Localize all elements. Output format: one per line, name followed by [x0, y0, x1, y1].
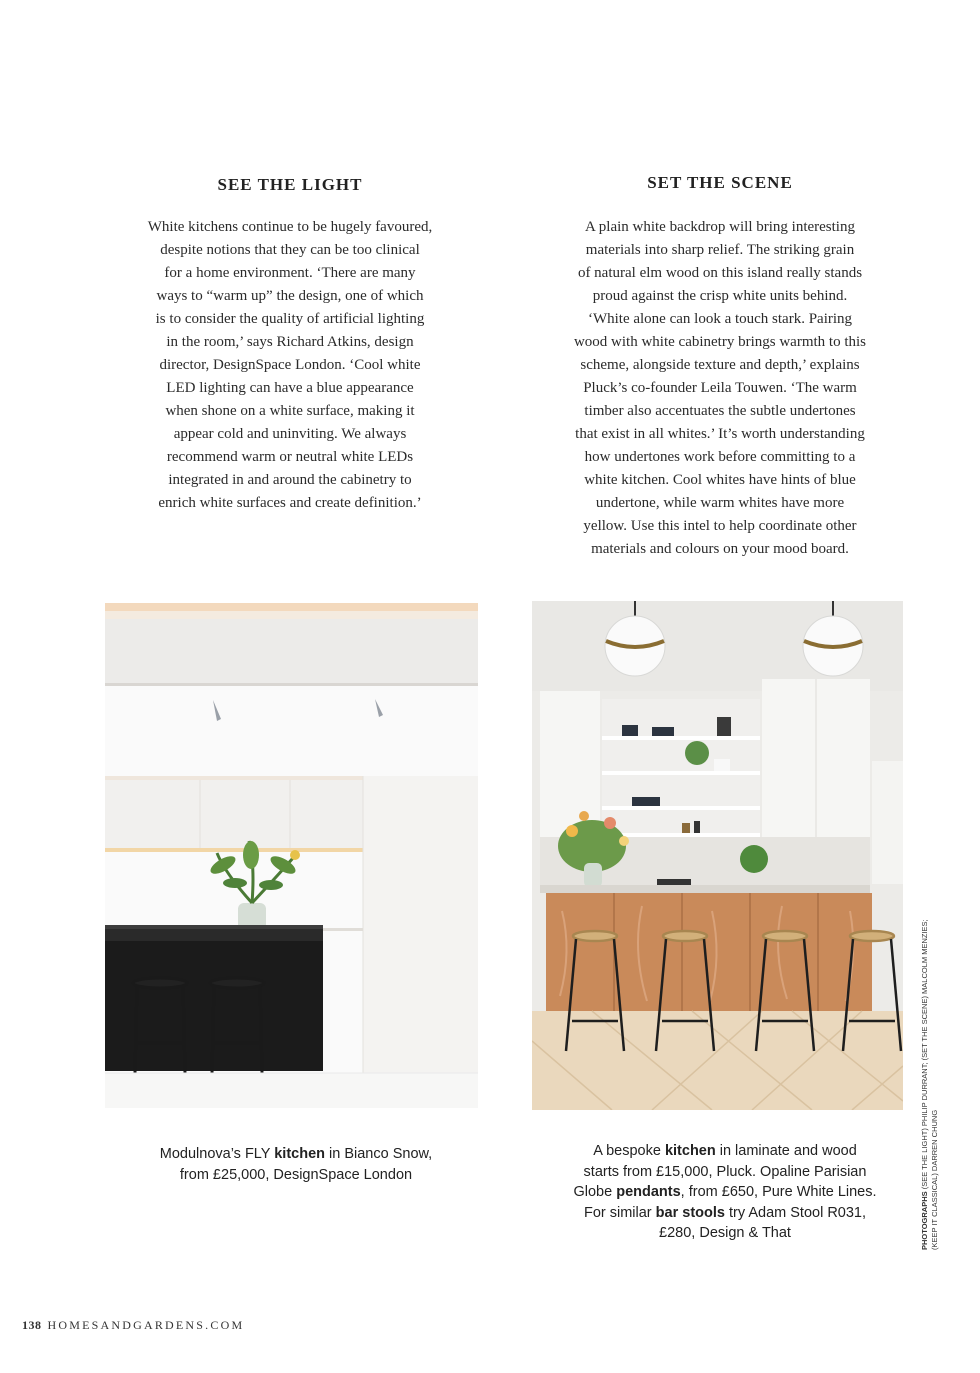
left-caption-line-1 [110, 1144, 482, 1165]
credit-label: PHOTOGRAPHS [920, 1191, 929, 1250]
credit-line-2: (KEEP IT CLASSICAL) DARREN CHUNG [930, 1109, 939, 1250]
right-kitchen-photo [532, 601, 903, 1110]
caption-text: Globe [573, 1184, 617, 1200]
right-kitchen-illustration [532, 601, 903, 1110]
right-article-heading: SET THE SCENE [647, 173, 793, 192]
credit-text: (SEE THE LIGHT) PHILIP DURRANT; (SET THE SCENE) MALCOLM MENZIES; [920, 919, 929, 1192]
caption-bold: bar stools [655, 1204, 725, 1221]
right-caption-line-3 [525, 1182, 925, 1203]
page-footer [22, 1318, 244, 1333]
left-photo-caption [110, 1144, 482, 1185]
right-caption-line-5: £280, Design & That [659, 1225, 791, 1241]
right-photo-caption [525, 1141, 925, 1244]
credit-line-1 [920, 860, 930, 1250]
right-article [530, 173, 910, 561]
photo-credit [920, 860, 940, 1250]
caption-text: For similar [583, 1204, 656, 1221]
caption-text: try Adam Stool R031, [724, 1204, 867, 1221]
caption-text: Modulnova’s FLY [159, 1146, 275, 1162]
left-article-body: White kitchens continue to be hugely favoured, despite notions that they can be too clinical for a home environment. ‘There are many ways to “warm up” the design, one of which is to consider the quality of artificial lighting in the room,’ says Richard Atkins, design director, DesignSpace London. ‘Cool white LED lighting can have a blue appearance when shone on a white surface, making it appear cold and uninviting. We always recommend warm or neutral white LEDs integrated in and around the cabinetry to enrich white surfaces and create definition.’ [147, 219, 433, 511]
left-article [110, 175, 470, 515]
caption-text: in laminate and wood [715, 1143, 857, 1159]
left-kitchen-photo [105, 603, 478, 1108]
caption-bold: kitchen [664, 1143, 716, 1159]
caption-text: in Bianco Snow, [325, 1146, 433, 1162]
caption-bold: pendants [616, 1184, 681, 1200]
caption-text: , from £650, Pure White Lines. [680, 1184, 877, 1200]
right-caption-line-2: starts from £15,000, Pluck. Opaline Parisian [583, 1163, 867, 1180]
left-kitchen-illustration [105, 603, 478, 1108]
left-caption-line-2: from £25,000, DesignSpace London [179, 1166, 413, 1183]
right-caption-line-4 [525, 1203, 925, 1224]
site-name: HOMESANDGARDENS.COM [47, 1318, 245, 1332]
right-caption-line-1 [525, 1141, 925, 1162]
caption-text: A bespoke [593, 1143, 665, 1159]
right-article-body: A plain white backdrop will bring interesting materials into sharp relief. The striking grain of natural elm wood on this island really stands proud against the crisp white units behind. ‘White alone can look a touch stark. Pairing wood with white cabinetry brings warmth to this scheme, alongside texture and depth,’ explains Pluck’s co-founder Leila Touwen. ‘The warm timber also accentuates the subtle undertones that exist in all whites.’ It’s worth understanding how undertones work before committing to a white kitchen. Cool whites have hints of blue undertone, while warm whites have more yellow. Use this intel to help coordinate other materials and colours on your mood board. [573, 219, 867, 557]
caption-bold: kitchen [274, 1146, 325, 1162]
page-number: 138 [22, 1318, 42, 1332]
left-article-heading: SEE THE LIGHT [217, 175, 363, 194]
